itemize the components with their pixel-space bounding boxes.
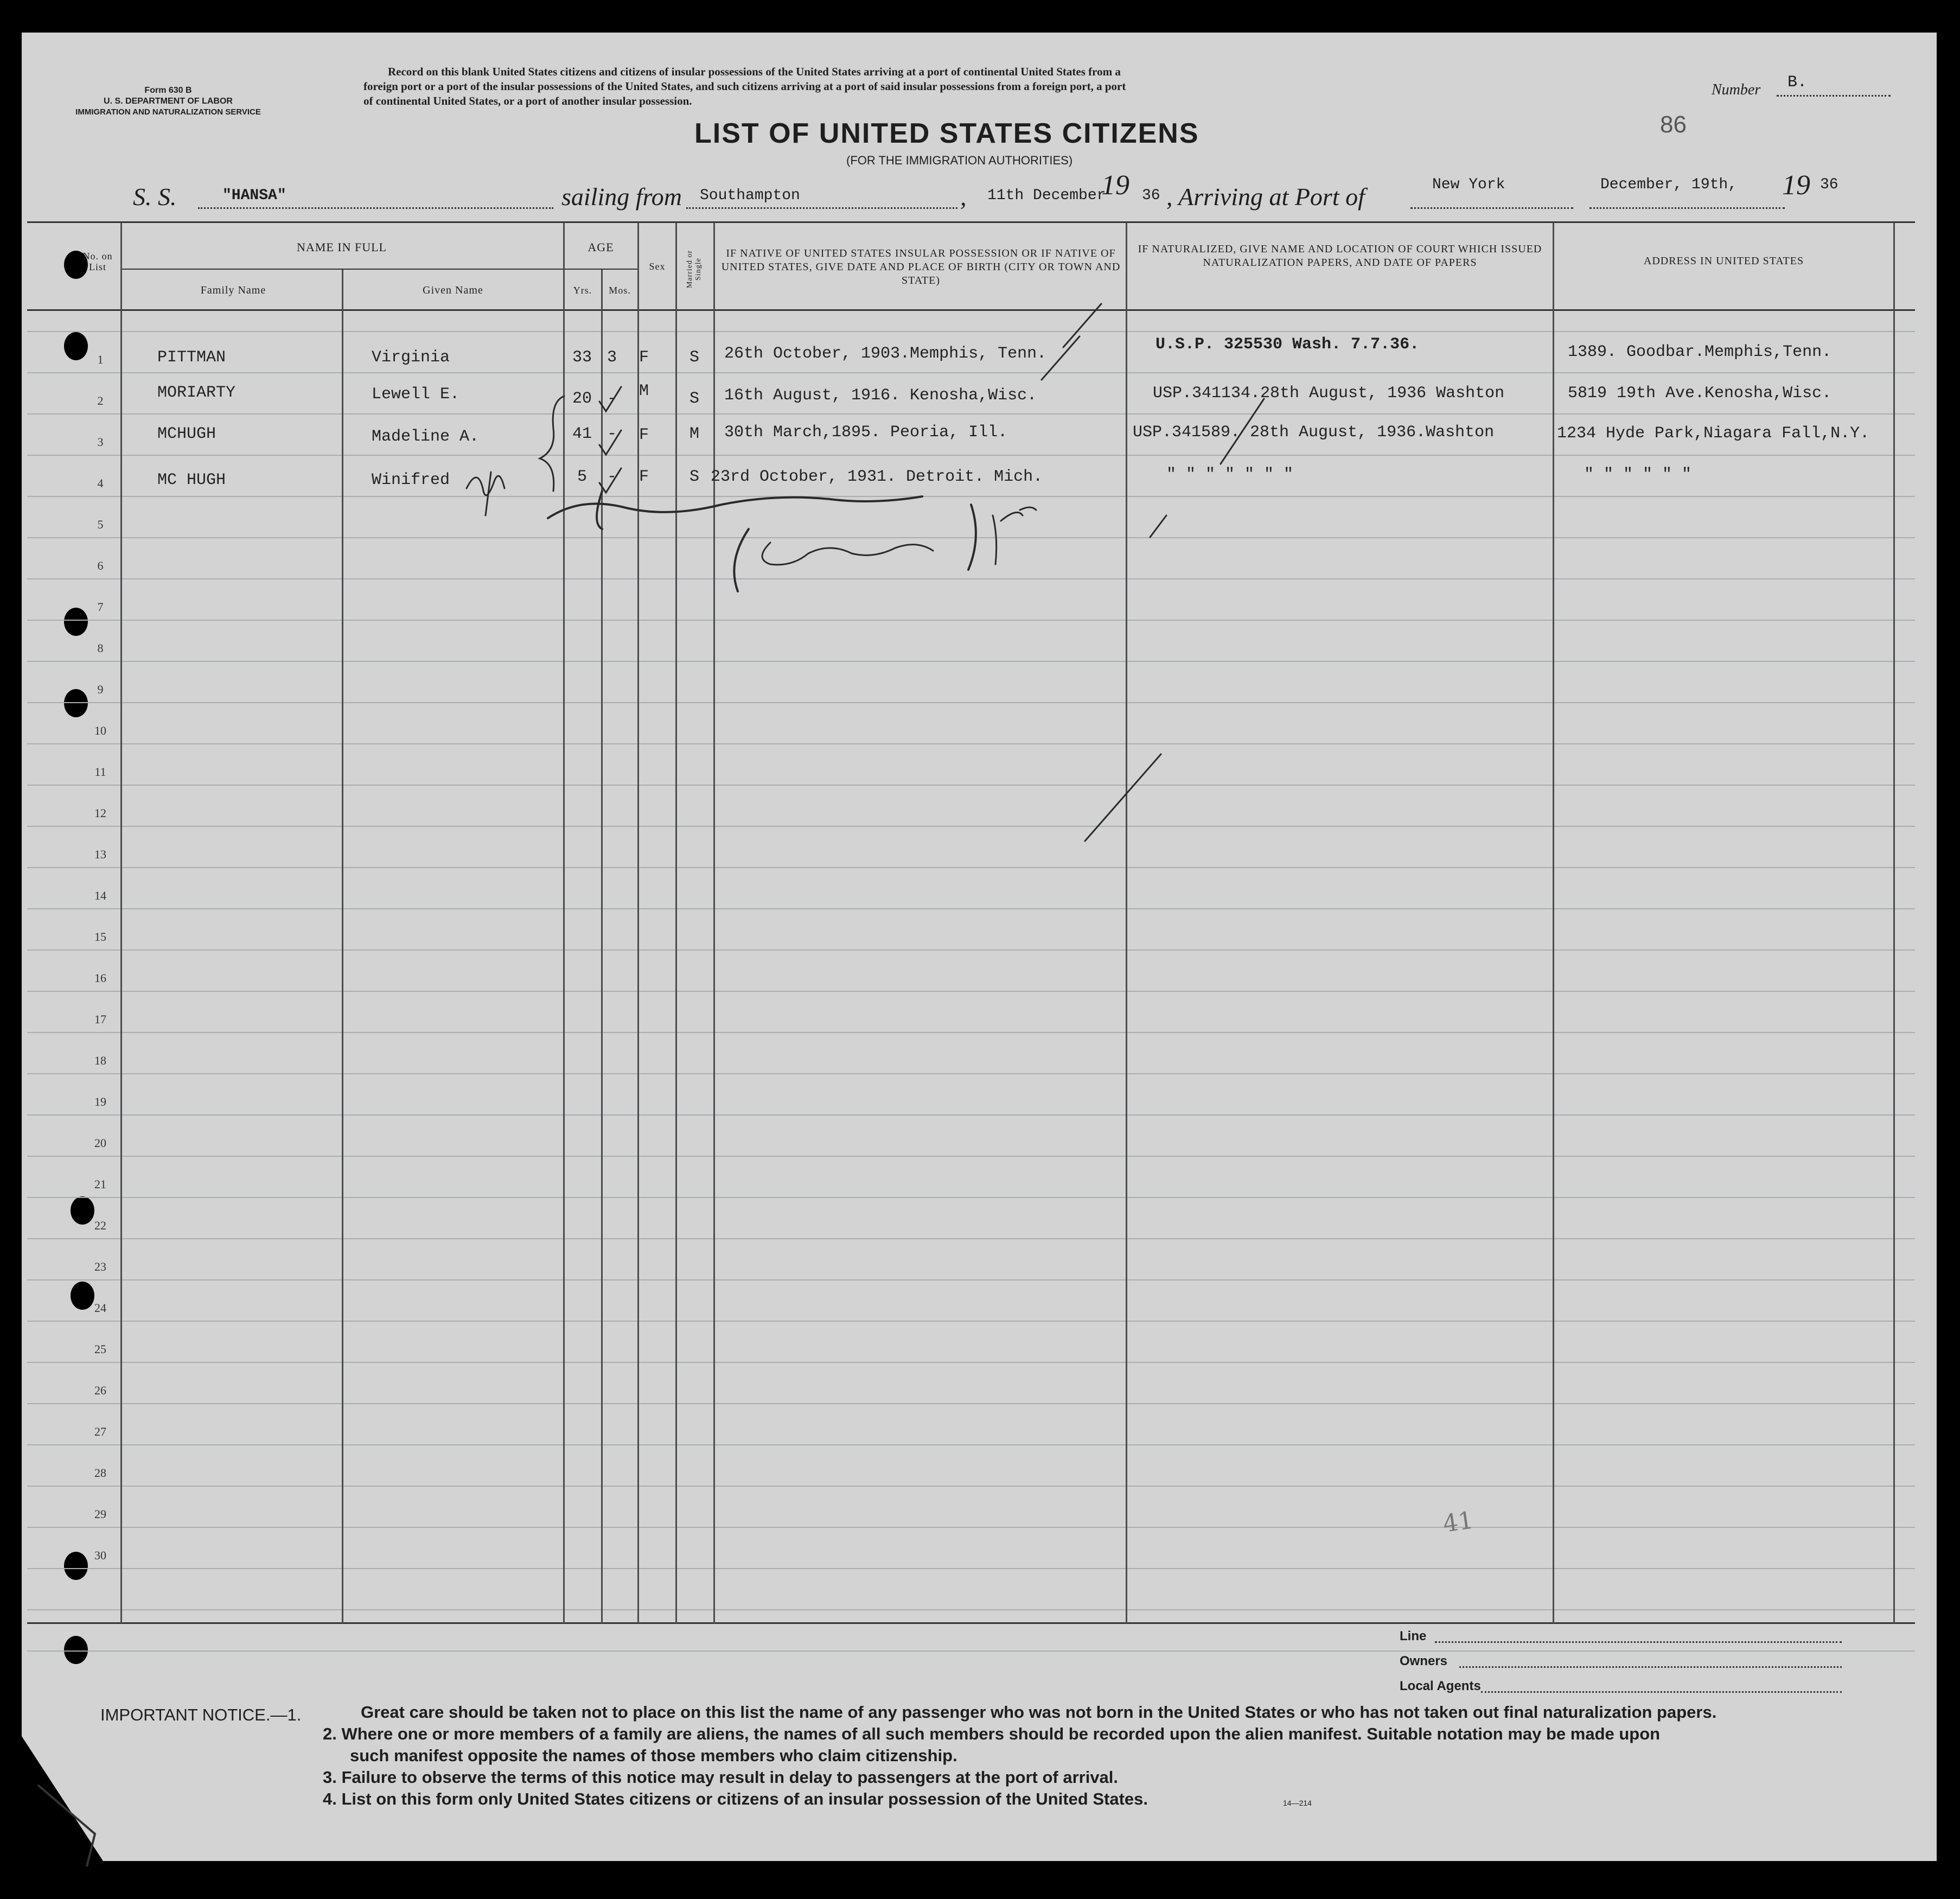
owners-field bbox=[1459, 1666, 1842, 1668]
sex: F bbox=[639, 426, 649, 444]
col-header-address: ADDRESS IN UNITED STATES bbox=[1643, 255, 1804, 267]
age-years: 33 bbox=[572, 348, 592, 367]
address: 1234 Hyde Park,Niagara Fall,N.Y. bbox=[1557, 424, 1870, 443]
instructions-line: foreign port or a port of the insular possessions of the United States, and such citizens arriving at a port of said insular possessions from a foreign port, a port bbox=[363, 80, 1126, 93]
age-months: - bbox=[606, 425, 617, 443]
row-number: 29 bbox=[94, 1507, 106, 1521]
arrival-date: December, 19th, bbox=[1600, 176, 1738, 193]
row-number: 5 bbox=[97, 518, 104, 531]
marital-status: S bbox=[689, 468, 699, 486]
row-number: 12 bbox=[94, 806, 106, 820]
col-header-yrs: Yrs. bbox=[573, 285, 592, 296]
row-number: 25 bbox=[94, 1342, 106, 1356]
naturalization-info: U.S.P. 325530 Wash. 7.7.36. bbox=[1155, 335, 1420, 354]
arriving-label: , Arriving at Port of bbox=[1166, 183, 1365, 211]
row-number: 9 bbox=[97, 683, 104, 696]
naturalization-info: " " " " " " " bbox=[1166, 466, 1294, 484]
departure-port: Southampton bbox=[700, 187, 800, 204]
family-name: MCHUGH bbox=[157, 425, 216, 443]
marital-status: S bbox=[689, 348, 699, 367]
agents-field bbox=[1481, 1691, 1842, 1693]
page-subtitle: (FOR THE IMMIGRATION AUTHORITIES) bbox=[846, 154, 1073, 167]
service-label: IMMIGRATION AND NATURALIZATION SERVICE bbox=[75, 107, 261, 117]
birth-info: 16th August, 1916. Kenosha,Wisc. bbox=[724, 386, 1037, 405]
row-number: 19 bbox=[94, 1095, 106, 1108]
notice-heading: IMPORTANT NOTICE.—1. bbox=[100, 1705, 302, 1724]
age-months: 3 bbox=[606, 348, 617, 367]
marital-status: M bbox=[689, 425, 699, 443]
arrival-port: New York bbox=[1432, 176, 1505, 193]
age-months: - bbox=[606, 468, 617, 486]
naturalization-info: USP.341134.28th August, 1936 Washton bbox=[1153, 384, 1505, 403]
row-number: 2 bbox=[97, 394, 104, 407]
given-name: Virginia bbox=[372, 348, 450, 367]
col-header-sex: Sex bbox=[649, 261, 666, 272]
agents-label: Local Agents bbox=[1400, 1679, 1481, 1693]
row-number: 11 bbox=[94, 765, 106, 779]
row-number: 22 bbox=[94, 1219, 106, 1232]
instructions-line: of continental United States, or a port of another insular possession. bbox=[363, 94, 692, 107]
address: " " " " " " bbox=[1584, 466, 1692, 484]
row-number: 7 bbox=[97, 600, 104, 614]
row-number: 1 bbox=[97, 353, 104, 366]
owners-label: Owners bbox=[1400, 1654, 1448, 1668]
row-number: 28 bbox=[94, 1466, 106, 1480]
notice-item: 2. Where one or more members of a family are aliens, the names of all such members should be recorded upon the alien manifest. Suitable notation may be made upon bbox=[323, 1724, 1661, 1743]
age-years: 5 bbox=[577, 468, 587, 486]
family-name: MC HUGH bbox=[157, 471, 226, 489]
row-number: 4 bbox=[97, 476, 104, 490]
row-number: 18 bbox=[94, 1054, 106, 1067]
col-header-naturalized: IF NATURALIZED, GIVE NAME AND LOCATION OF COURT WHICH ISSUED NATURALIZATION PAPERS, AND DATE OF PAPERS bbox=[1138, 243, 1542, 269]
row-number: 8 bbox=[97, 641, 104, 655]
arrival-year-suffix: 36 bbox=[1820, 176, 1838, 193]
arrival-year-prefix: 19 bbox=[1782, 170, 1810, 201]
instructions-line: Record on this blank United States citizens and citizens of insular possessions of the United States arriving at a port of continental United States from a bbox=[388, 65, 1121, 78]
notice-item: 4. List on this form only United States citizens or citizens of an insular possession of the United States. bbox=[323, 1789, 1148, 1808]
line-field bbox=[1435, 1641, 1842, 1643]
birth-info: 26th October, 1903.Memphis, Tenn. bbox=[724, 345, 1047, 363]
sailing-label: sailing from bbox=[561, 183, 682, 211]
birth-info: 23rd October, 1931. Detroit. Mich. bbox=[711, 468, 1043, 486]
sailing-date: 11th December bbox=[987, 187, 1106, 204]
row-number: 14 bbox=[94, 889, 106, 902]
row-number: 16 bbox=[94, 971, 106, 985]
age-months: - bbox=[606, 390, 617, 408]
naturalization-info: USP.341589. 28th August, 1936.Washton bbox=[1133, 423, 1495, 442]
row-number: 26 bbox=[94, 1384, 106, 1397]
row-number: 21 bbox=[94, 1177, 106, 1191]
col-header-married: Married or Single bbox=[686, 250, 703, 289]
family-name: MORIARTY bbox=[157, 384, 236, 402]
page-title: LIST OF UNITED STATES CITIZENS bbox=[694, 118, 1199, 149]
row-number: 17 bbox=[94, 1012, 106, 1026]
given-name: Madeline A. bbox=[372, 428, 480, 446]
line-label: Line bbox=[1400, 1629, 1427, 1643]
address: 1389. Goodbar.Memphis,Tenn. bbox=[1568, 343, 1832, 361]
ss-label: S. S. bbox=[133, 183, 177, 211]
birth-info: 30th March,1895. Peoria, Ill. bbox=[724, 423, 1008, 442]
notice-item: Great care should be taken not to place on this list the name of any passenger who was not born in the United States or who has not taken out final naturalization papers. bbox=[361, 1703, 1717, 1722]
col-header-mos: Mos. bbox=[609, 285, 631, 296]
row-number: 15 bbox=[94, 930, 106, 944]
sex: F bbox=[639, 468, 649, 486]
marital-status: S bbox=[689, 390, 699, 408]
department-label: U. S. DEPARTMENT OF LABOR bbox=[104, 97, 233, 106]
row-number: 13 bbox=[94, 847, 106, 861]
number-value: B. bbox=[1787, 73, 1808, 92]
address: 5819 19th Ave.Kenosha,Wisc. bbox=[1568, 384, 1832, 403]
form-code: 14—214 bbox=[1283, 1799, 1312, 1807]
col-header-family: Family Name bbox=[200, 284, 266, 296]
row-number: 23 bbox=[94, 1260, 106, 1273]
row-number: 3 bbox=[97, 435, 104, 449]
age-years: 41 bbox=[572, 425, 592, 443]
number-label: Number bbox=[1712, 81, 1761, 98]
sex: F bbox=[639, 348, 649, 367]
col-header-age: AGE bbox=[588, 240, 614, 254]
sailing-year-prefix: 19 bbox=[1101, 170, 1129, 201]
given-name: Lewell E. bbox=[372, 385, 460, 404]
col-header-name: NAME IN FULL bbox=[297, 240, 387, 254]
row-number: 24 bbox=[94, 1301, 106, 1315]
age-years: 20 bbox=[572, 390, 592, 408]
ship-name: "HANSA" bbox=[222, 187, 286, 204]
col-header-no: No. on List bbox=[82, 251, 113, 272]
notice-item: such manifest opposite the names of those members who claim citizenship. bbox=[350, 1746, 957, 1765]
sailing-year-suffix: 36 bbox=[1142, 187, 1160, 204]
comma: , bbox=[960, 183, 967, 211]
family-name: PITTMAN bbox=[157, 348, 226, 367]
pencil-note: 41 bbox=[1441, 1506, 1476, 1538]
notice-item: 3. Failure to observe the terms of this notice may result in delay to passengers at the port of arrival. bbox=[323, 1768, 1119, 1787]
col-header-given: Given Name bbox=[423, 284, 483, 296]
row-number: 27 bbox=[94, 1425, 106, 1438]
form-number: Form 630 B bbox=[144, 86, 192, 95]
page-stamp: 86 bbox=[1660, 111, 1687, 138]
sex: M bbox=[639, 382, 649, 400]
row-number: 10 bbox=[94, 724, 106, 737]
row-number: 30 bbox=[94, 1548, 106, 1562]
row-number: 6 bbox=[97, 559, 104, 572]
given-name: Winifred bbox=[372, 471, 450, 489]
row-number: 20 bbox=[94, 1136, 106, 1150]
col-header-birth: IF NATIVE OF UNITED STATES INSULAR POSSESSION OR IF NATIVE OF UNITED STATES, GIVE DATE AND PLACE OF BIRTH (CITY OR TOWN AND STATE) bbox=[721, 247, 1121, 286]
